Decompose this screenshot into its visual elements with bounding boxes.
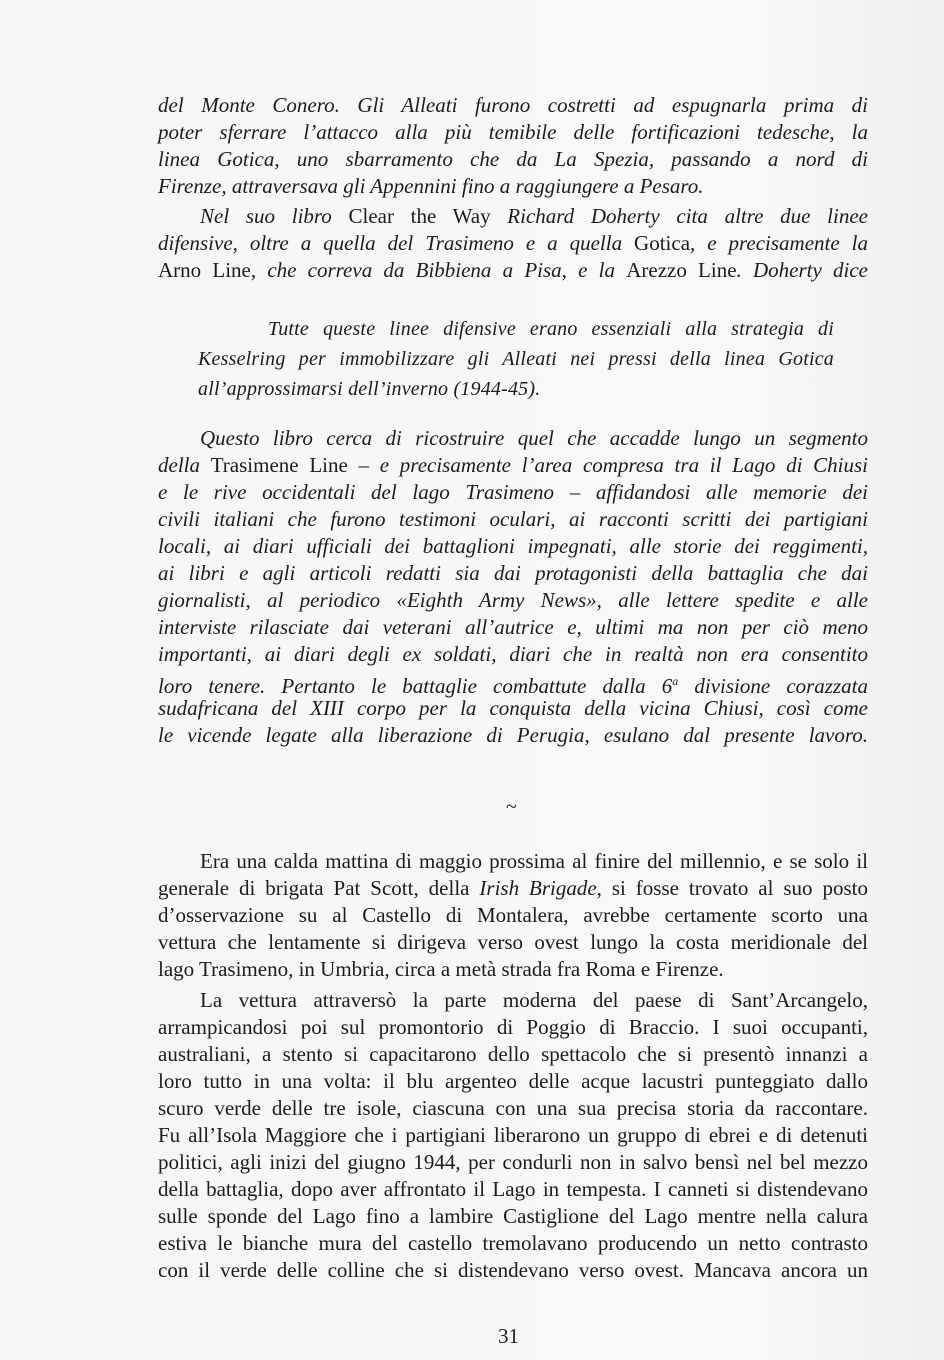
text-line: della battaglia, dopo aver affrontato il Lago in tempesta. I canneti si distendevano: [158, 1177, 868, 1201]
text-line: Arno Line, che correva da Bibbiena a Pisa, e la Arezzo Line. Doherty dice: [158, 258, 868, 282]
text-line: sudafricana del XIII corpo per la conquista della vicina Chiusi, così come: [158, 696, 868, 720]
text-line: importanti, ai diari degli ex soldati, diari che in realtà non era consentito: [158, 642, 868, 666]
text-line: della Trasimene Line – e precisamente l’area compresa tra il Lago di Chiusi: [158, 453, 868, 477]
block-quote-line: all’approssimarsi dell’inverno (1944-45).: [198, 378, 541, 400]
text-line: del Monte Conero. Gli Alleati furono costretti ad espugnarla prima di: [158, 93, 868, 117]
text-line: poter sferrare l’attacco alla più temibile delle fortificazioni tedesche, la: [158, 120, 868, 144]
text-line: loro tutto in una volta: il blu argenteo delle acque lacustri punteggiato dallo: [158, 1069, 868, 1093]
text-line: estiva le bianche mura del castello tremolavano producendo un netto contrasto: [158, 1231, 868, 1255]
text-line: d’osservazione su al Castello di Montalera, avrebbe certamente scorto una: [158, 903, 868, 927]
text-line: Fu all’Isola Maggiore che i partigiani liberarono un gruppo di ebrei e di detenuti: [158, 1123, 868, 1147]
text-line: lago Trasimeno, in Umbria, circa a metà strada fra Roma e Firenze.: [158, 957, 724, 981]
section-separator: ~: [506, 796, 517, 818]
text-line: vettura che lentamente si dirigeva verso ovest lungo la costa meridionale del: [158, 930, 868, 954]
text-line: ai libri e agli articoli redatti sia dai protagonisti della battaglia che dai: [158, 561, 868, 585]
text-line: arrampicandosi poi sul promontorio di Poggio di Braccio. I suoi occupanti,: [158, 1015, 868, 1039]
text-line: Nel suo libro Clear the Way Richard Doherty cita altre due linee: [200, 204, 868, 228]
text-line: locali, ai diari ufficiali dei battaglioni impegnati, alle storie dei reggimenti,: [158, 534, 868, 558]
text-line: Questo libro cerca di ricostruire quel che accadde lungo un segmento: [200, 426, 868, 450]
block-quote-line: Kesselring per immobilizzare gli Alleati nei pressi della linea Gotica: [198, 348, 834, 370]
text-line: scuro verde delle tre isole, ciascuna con una sua precisa storia da raccontare.: [158, 1096, 868, 1120]
text-line: Era una calda mattina di maggio prossima al finire del millennio, e se solo il: [200, 849, 868, 873]
text-line: politici, agli inizi del giugno 1944, per condurli non in salvo bensì nel bel mezzo: [158, 1150, 868, 1174]
text-line: civili italiani che furono testimoni oculari, ai racconti scritti dei partigiani: [158, 507, 868, 531]
text-line: difensive, oltre a quella del Trasimeno e a quella Gotica, e precisamente la: [158, 231, 868, 255]
text-line: generale di brigata Pat Scott, della Irish Brigade, si fosse trovato al suo posto: [158, 876, 868, 900]
text-line: La vettura attraversò la parte moderna del paese di Sant’Arcangelo,: [200, 988, 868, 1012]
text-line: interviste rilasciate dai veterani all’autrice e, ultimi ma non per ciò meno: [158, 615, 868, 639]
text-line: Firenze, attraversava gli Appennini fino a raggiungere a Pesaro.: [158, 174, 704, 198]
text-line: giornalisti, al periodico «Eighth Army News», alle lettere spedite e alle: [158, 588, 868, 612]
text-line: le vicende legate alla liberazione di Perugia, esulano dal presente lavoro.: [158, 723, 868, 747]
text-line: loro tenere. Pertanto le battaglie combattute dalla 6$^a$ divisione corazzata: [158, 674, 868, 698]
text-line: linea Gotica, uno sbarramento che da La Spezia, passando a nord di: [158, 147, 868, 171]
text-line: e le rive occidentali del lago Trasimeno – affidandosi alle memorie dei: [158, 480, 868, 504]
page-number: 31: [498, 1324, 519, 1348]
text-line: con il verde delle colline che si distendevano verso ovest. Mancava ancora un: [158, 1258, 868, 1282]
block-quote-line: Tutte queste linee difensive erano essenziali alla strategia di: [268, 318, 834, 340]
text-line: sulle sponde del Lago fino a lambire Castiglione del Lago mentre nella calura: [158, 1204, 868, 1228]
text-line: australiani, a stento si capacitarono dello spettacolo che si presentò innanzi a: [158, 1042, 868, 1066]
